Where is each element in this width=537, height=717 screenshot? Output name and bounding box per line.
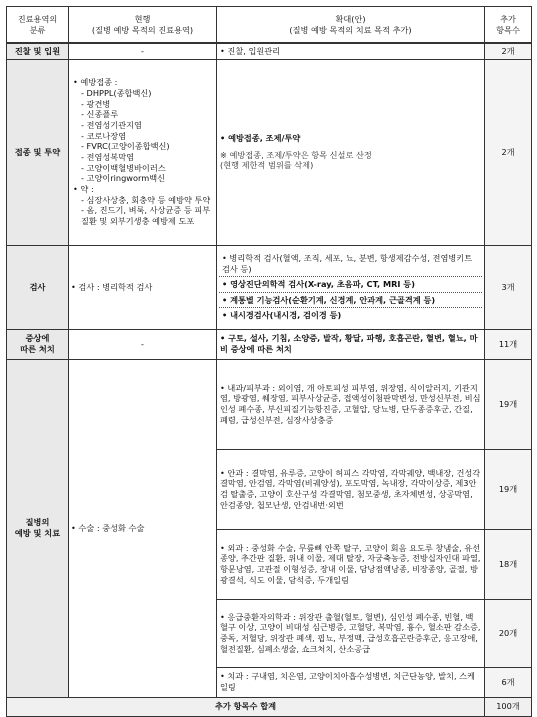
header-category: 진료용역의 분류 xyxy=(7,7,69,44)
category-cell: 검사 xyxy=(7,245,69,329)
header-count: 추가 항목수 xyxy=(485,7,532,44)
count-cell: 3개 xyxy=(485,245,532,329)
expansion-cell xyxy=(217,59,485,245)
exam-block-imaging: • 영상진단의학적 검사(X-ray, 초음파, CT, MRI 등) xyxy=(219,277,482,293)
expansion-emergency: • 응급중환자의학과 : 위장관 출혈(혈토, 혈변), 심인성 폐수종, 빈혈, 백혈구 이상, 고양이 비대성 심근병증, 고혈당, 복막염, 흉수, 혈소판 감소증, 중독, 저혈당, 위장관 폐색, 핍뇨, 부정맥, 급성호흡곤란증후군, 응고장애, 혈전질환, 심폐소생술, 쇼크처치, 산소공급 xyxy=(217,599,485,667)
exam-block-function: • 계통별 기능검사(순환기계, 신경계, 안과계, 근골격계 등) xyxy=(219,293,482,309)
count-cell: 6개 xyxy=(485,667,532,697)
header-current: 현행 (질병 예방 목적의 진료용역) xyxy=(69,7,217,44)
row-total xyxy=(7,697,532,716)
row-vaccination-medication xyxy=(7,59,532,245)
list-item: - 고양이백혈병바이러스 xyxy=(81,162,166,173)
list-item: - 옴, 진드기, 벼룩, 사상균증 등 피부질환 및 외부기생충 예방제 도포 xyxy=(81,205,211,226)
expansion-note: ※ 예방접종, 조제/투약은 항목 신설로 산정 (현행 제한적 범위를 삭제) xyxy=(220,149,372,171)
count-cell: 19개 xyxy=(485,449,532,529)
list-item: • 약 : xyxy=(73,183,94,194)
expansion-internal-dermatology: • 내과/피부과 : 외이염, 개 아토피성 피부염, 위장염, 식이알러지, 기관지염, 방광염, 췌장염, 피부사상균증, 접액성이첨판막변성, 만성신부전, 비심인성 폐수종, 부신피질기능항진증, 고혈압, 당뇨병, 단두종증후군, 간질, 폐렴, 급성신부전, 심장사상충증 xyxy=(217,359,485,449)
exam-block-pathology: • 병리학적 검사(혈액, 조직, 세포, 뇨, 분변, 항생제감수성, 전염병키트검사 등) xyxy=(219,251,482,277)
count-cell: 11개 xyxy=(485,329,532,359)
list-item: - 전염성기관지염 xyxy=(81,120,142,131)
current-list xyxy=(71,77,214,226)
count-cell: 18개 xyxy=(485,529,532,599)
expansion-cell xyxy=(217,245,485,329)
list-item: • 예방접종 : xyxy=(73,77,118,88)
header-row xyxy=(7,7,532,44)
list-item: - FVRC(고양이종합백신) xyxy=(81,141,170,152)
row-exam-hospitalization xyxy=(7,43,532,59)
total-label: 추가 항목수 합계 xyxy=(7,697,485,716)
category-cell: 질병의 예방 및 치료 xyxy=(7,359,69,697)
category-cell: 증상에 따른 처치 xyxy=(7,329,69,359)
current-cell: • 검사 : 병리학적 검사 xyxy=(69,245,217,329)
expansion-main: • 예방접종, 조제/투약 xyxy=(220,133,301,144)
list-item: - 코로나장염 xyxy=(81,130,127,141)
expansion-cell: • 진찰, 입원관리 xyxy=(217,43,485,59)
exam-block-endoscopy: • 내시경검사(내시경, 검이경 등) xyxy=(222,310,342,321)
list-item: - 광견병 xyxy=(81,98,111,109)
count-cell: 2개 xyxy=(485,43,532,59)
row-symptom-treatment xyxy=(7,329,532,359)
list-item: - 신종플루 xyxy=(81,109,119,120)
expansion-ophthalmology: • 안과 : 결막염, 유루증, 고양이 허피스 각막염, 각막궤양, 백내장, 건성각결막염, 안검염, 각막염(비궤양성), 포도막염, 녹내장, 각막이상증, 제3안검 탈출증, 고양이 호산구성 각결막염, 첨모중생, 초자체변성, 상공막염, 안검종양, 첩모난생, 안검내번·외번 xyxy=(217,449,485,529)
row-examination xyxy=(7,245,532,329)
row-disease-internal xyxy=(7,359,532,449)
expansion-dentistry: • 치과 : 구내염, 치은염, 고양이치아흡수성병변, 치근단농양, 발치, 스케일링 xyxy=(217,667,485,697)
count-cell: 2개 xyxy=(485,59,532,245)
current-cell: - xyxy=(69,43,217,59)
current-cell: - xyxy=(69,329,217,359)
treatment-service-table xyxy=(6,6,532,717)
category-cell: 접종 및 투약 xyxy=(7,59,69,245)
current-cell xyxy=(69,59,217,245)
list-item: - 심장사상충, 회충약 등 예방약 투약 xyxy=(81,194,211,205)
count-cell: 20개 xyxy=(485,599,532,667)
total-count: 100개 xyxy=(485,697,532,716)
expansion-cell: • 구토, 설사, 기침, 소양증, 발작, 황달, 파행, 호흡곤란, 혈변, 혈뇨, 마비 증상에 따른 처치 xyxy=(217,329,485,359)
list-item: - DHPPL(종합백신) xyxy=(81,88,152,99)
expansion-surgery: • 외과 : 중성화 수술, 무릎뼈 안쪽 탈구, 고양이 회음 요도루 창냄술, 유선 종양, 추간판 질환, 위내 이물, 제대 탈장, 자궁축농증, 전방십자인대 파열, 항문낭염, 고관절 이형성증, 장내 이물, 담낭점액낭종, 비장종양, 골절, 방광결석, 식도 이물, 담석증, 두개일림 xyxy=(217,529,485,599)
list-item: - 전염성복막염 xyxy=(81,152,135,162)
header-expansion: 확대(안) (질병 예방 목적의 치료 목적 추가) xyxy=(217,7,485,44)
category-cell: 진찰 및 입원 xyxy=(7,43,69,59)
count-cell: 19개 xyxy=(485,359,532,449)
current-cell: • 수술 : 중성화 수술 xyxy=(69,359,217,697)
list-item: - 고양이ringworm백신 xyxy=(81,173,166,184)
